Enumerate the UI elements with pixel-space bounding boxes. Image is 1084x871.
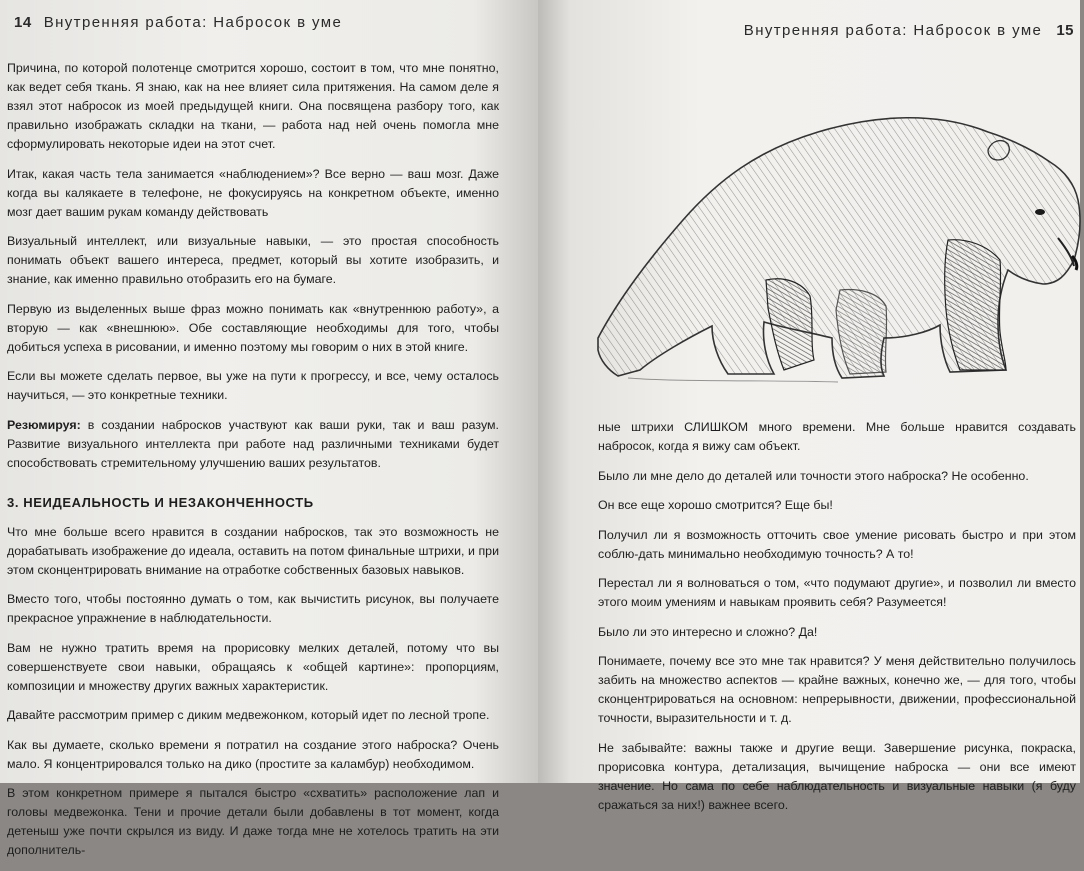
- right-body-text: [598, 418, 1076, 825]
- left-running-header: [14, 14, 342, 31]
- paragraph: Причина, по которой полотенце смотрится хорошо, состоит в том, что мне понятно, как ведет себя ткань. Я знаю, как на нее влияет сила притяжения. На самом деле я взял этот набросок из моей предыдущей книги. Она посвящена разбору того, как правильно изображать складки на ткани, — работа над ней очень помогла мне сформулировать некоторые идеи на этот счет.: [7, 61, 499, 151]
- paragraph: Вам не нужно тратить время на прорисовку мелких деталей, потому что вы совершенствуете свои навыки, обращаясь к «общей картине»: пропорциям, композиции и множеству других важных характеристик.: [7, 640, 499, 693]
- paragraph: В этом конкретном примере я пытался быстро «схватить» расположение лап и головы медвежонка. Тени и прочие детали были добавлены в тот момент, когда детеныш уже почти скрылся из виду. И даже тогда мне не хотелось тратить на эти дополнитель-: [7, 786, 499, 857]
- left-body-text: [7, 59, 499, 871]
- paragraph: Что мне больше всего нравится в создании набросков, так это возможность не дорабатывать изображение до идеала, оставить на потом финальные штрихи, и при этом сконцентрировать внимание на отработке собственных базовых навыков.: [7, 524, 499, 577]
- paragraph: Получил ли я возможность отточить свое умение рисовать быстро и при этом соблю-дать минимально необходимую точность? А то!: [598, 527, 1076, 561]
- ground-line: [628, 378, 838, 382]
- paragraph: Давайте рассмотрим пример с диким медвежонком, который идет по лесной тропе.: [7, 708, 490, 722]
- bear-body: [598, 118, 1080, 378]
- summary-text: в создании набросков участвуют как ваши руки, так и ваш разум. Развитие визуального интеллекта при работе над различными техниками будет способствовать стремительному улучшению ваших результатов.: [7, 417, 499, 470]
- summary-label: Резюмируя:: [7, 417, 81, 432]
- paragraph: Не забывайте: важны также и другие вещи. Завершение рисунка, покраска, прорисовка контура, детализация, вычищение наброска — они все имеют значение. Но сама по себе наблюдательность и визуальные навыки (я буду сражаться за них!) важнее всего.: [598, 740, 1076, 812]
- left-page-number: 14: [14, 14, 32, 31]
- paragraph: Перестал ли я волноваться о том, «что подумают другие», и позволил ли вместо этого моим умениям и навыкам проявить себя? Разумеется!: [598, 576, 1076, 609]
- paragraph: Было ли это интересно и сложно? Да!: [598, 624, 818, 639]
- summary-paragraph: [7, 416, 499, 473]
- paragraph: Вместо того, чтобы постоянно думать о том, как вычистить рисунок, вы получаете прекрасное упражнение в наблюдательности.: [7, 592, 499, 625]
- paragraph: Как вы думаете, сколько времени я потратил на создание этого наброска? Очень мало. Я концентрировался только на дико (простите за каламбур) необходимом.: [7, 737, 499, 771]
- paragraph: Если вы можете сделать первое, вы уже на пути к прогрессу, и все, чему осталось научиться, — это конкретные техники.: [7, 369, 499, 402]
- right-running-header: [744, 22, 1074, 39]
- left-header-title: Внутренняя работа: Набросок в уме: [43, 14, 343, 31]
- paragraph: Было ли мне дело до деталей или точности этого наброска? Не особенно.: [598, 468, 1029, 483]
- bear-shadow-hind-leg: [766, 279, 814, 370]
- right-page-number: 15: [1056, 22, 1074, 39]
- bear-shadow-front-leg: [945, 240, 1006, 370]
- section-heading: 3. НЕИДЕАЛЬНОСТЬ И НЕЗАКОНЧЕННОСТЬ: [7, 494, 314, 510]
- left-page: [0, 0, 538, 857]
- right-page: [538, 0, 1080, 812]
- paragraph: Итак, какая часть тела занимается «наблюдением»? Все верно — ваш мозг. Даже когда вы калякаете в телефоне, не фокусируясь на конкретном объекте, именно мозг дает вашим рукам команду действовать: [7, 166, 499, 219]
- bear-eye: [1035, 209, 1045, 215]
- paragraph: Понимаете, почему все это мне так нравится? У меня действительно получилось забить на множество аспектов — крайне важных, конечно же, — для того, чтобы сконцентрироваться на основном: непрерывности, движении, профессиональной точности, выразительности и т. д.: [598, 654, 1076, 725]
- paragraph: ные штрихи СЛИШКОМ много времени. Мне больше нравится создавать набросок, когда я вижу сам объект.: [598, 420, 1076, 453]
- paragraph: Первую из выделенных выше фраз можно понимать как «внутреннюю работу», а вторую — как «внешнюю». Обе составляющие необходимы для того, чтобы добиться успеха в рисовании, и именно поэтому мы говорим о них в этой книге.: [7, 301, 499, 354]
- right-header-title: Внутренняя работа: Набросок в уме: [743, 22, 1043, 39]
- paragraph: Он все еще хорошо смотрится? Еще бы!: [598, 498, 833, 512]
- bear-sketch-illustration: [588, 70, 1084, 400]
- paragraph: Визуальный интеллект, или визуальные навыки, — это простая способность понимать объект вашего интереса, предмет, который вы хотите изобразить, и знание, как именно правильно отобразить его на бумаге.: [7, 234, 499, 286]
